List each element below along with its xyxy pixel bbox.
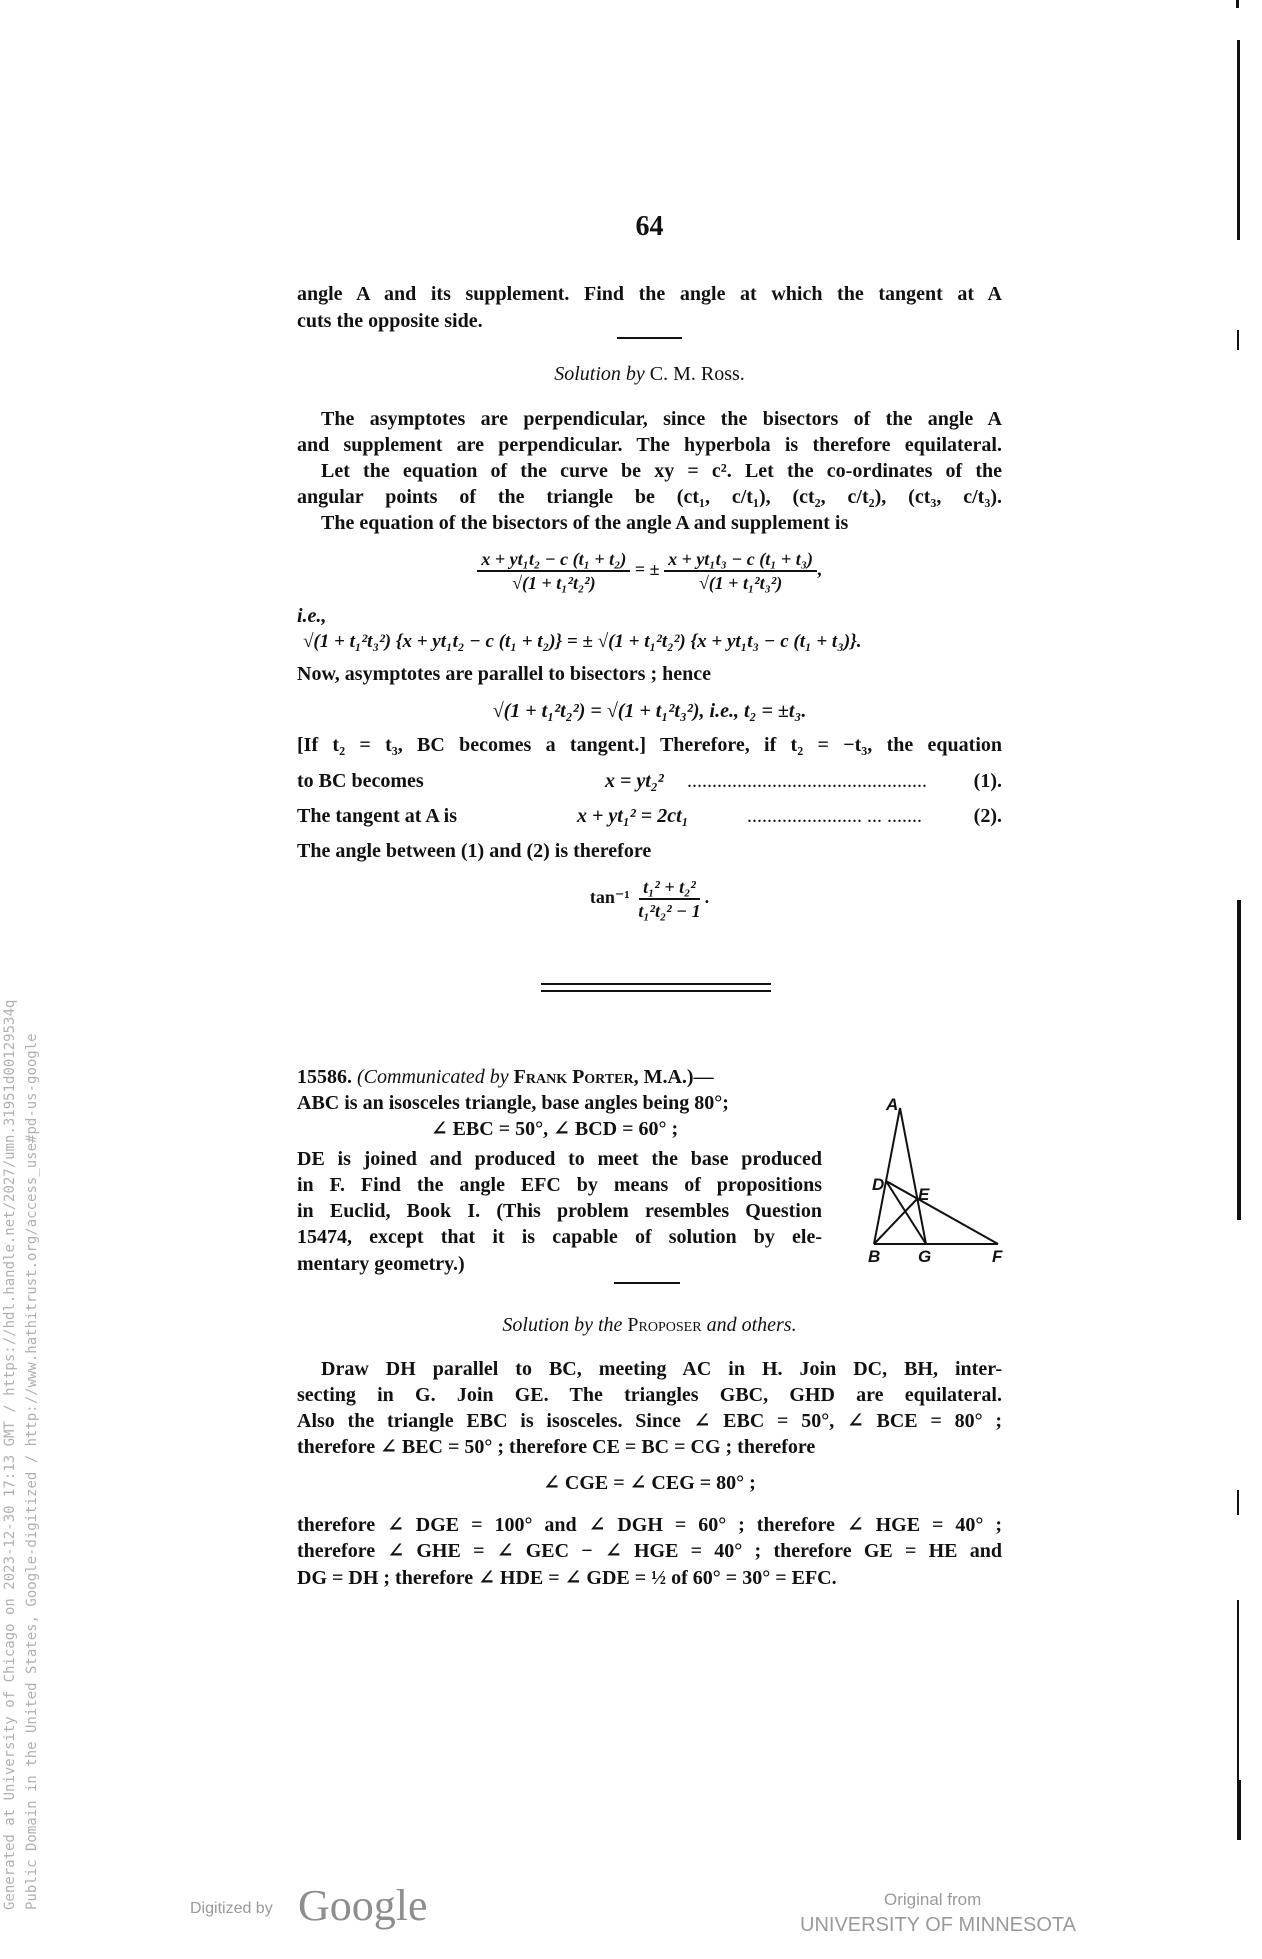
problem-line: in Euclid, Book I. (This problem resembles Question <box>297 1200 822 1222</box>
author-degree: M.A.)— <box>643 1066 714 1088</box>
problem-line: DE is joined and produced to meet the base produced <box>297 1148 822 1170</box>
intro-line: cuts the opposite side. <box>297 310 483 332</box>
paragraph-line: angular points of the triangle be (ct₁, c/t₁), (ct₂, c/t₂), (ct₃, c/t₃). <box>297 486 1002 508</box>
problem-line: in F. Find the angle EFC by means of propositions <box>297 1174 822 1196</box>
punctuation: . <box>704 887 710 908</box>
triangle-figure <box>850 1070 1010 1265</box>
digitized-by-label: Digitized by <box>190 1900 273 1917</box>
solution-heading-by: Solution by the <box>502 1314 623 1336</box>
google-logo: Google <box>298 1881 428 1930</box>
paragraph-line: therefore ∠ BEC = 50° ; therefore CE = BC = CG ; therefore <box>297 1436 816 1458</box>
paragraph-line: DG = DH ; therefore ∠ HDE = ∠ GDE = ½ of 60° = 30° = EFC. <box>297 1567 837 1589</box>
paragraph-line: secting in G. Join GE. The triangles GBC, GHD are equilateral. <box>297 1384 1002 1406</box>
institution-name: UNIVERSITY OF MINNESOTA <box>800 1914 1076 1936</box>
problem-number: 15586. <box>297 1066 352 1088</box>
equation-line: √(1 + t₁²t₃²) {x + yt₁t₂ − c (t₁ + t₂)} = ± √(1 + t₁²t₂²) {x + yt₁t₃ − c (t₁ + t₃)}. <box>303 631 862 652</box>
paragraph-line: Also the triangle EBC is isosceles. Since ∠ EBC = 50°, ∠ BCE = 80° ; <box>297 1410 1002 1432</box>
original-from-label: Original from <box>884 1890 982 1909</box>
equation-label: to BC becomes <box>297 770 424 792</box>
equation-operator: = ± <box>634 559 660 580</box>
watermark-line: Generated at University of Chicago on 2023-12-30 17:13 GMT / https://hdl.handle.net/2027/umn.31951d00129534q <box>2 999 18 1910</box>
paragraph-line: The equation of the bisectors of the angle A and supplement is <box>321 512 849 534</box>
equation: x + yt₁² = 2ct₁ <box>577 805 689 827</box>
label-d: D <box>872 1175 885 1194</box>
fraction <box>664 548 817 594</box>
section-rule <box>614 1282 680 1284</box>
equation-label: The tangent at A is <box>297 805 458 827</box>
dot-leader: ................................................ <box>687 770 927 792</box>
dot-leader: ....................... ... ....... <box>747 805 922 827</box>
scan-edge-mark <box>1237 1780 1241 1840</box>
fraction <box>634 876 704 922</box>
numerator: x + yt₁t₂ − c (t₁ + t₂) <box>477 548 630 572</box>
paragraph-line: therefore ∠ DGE = 100° and ∠ DGH = 60° ; therefore ∠ HGE = 40° ; <box>297 1514 1002 1536</box>
equation-row-2 <box>297 803 1002 829</box>
ie-label: i.e., <box>297 605 327 627</box>
fraction <box>477 548 630 594</box>
scan-edge-mark <box>1237 330 1239 350</box>
scan-edge-mark <box>1237 1490 1239 1515</box>
equation-row-1 <box>297 768 1002 794</box>
paragraph-line: Now, asymptotes are parallel to bisectors ; hence <box>297 663 712 685</box>
paragraph-line: [If t₂ = t₃, BC becomes a tangent.] Therefore, if t₂ = −t₃, the equation <box>297 734 1002 756</box>
communicated-by: (Communicated by <box>357 1066 509 1088</box>
punctuation: , <box>817 559 822 580</box>
problem-line: ∠ EBC = 50°, ∠ BCD = 60° ; <box>430 1118 679 1140</box>
problem-author: Frank Porter, <box>513 1066 639 1088</box>
denominator: √(1 + t₁²t₂²) <box>512 573 596 593</box>
numerator: t₁² + t₂² <box>639 876 700 900</box>
watermark-line: Public Domain in the United States, Google-digitized / http://www.hathitrust.org/access_use#pd-us-google <box>24 1033 40 1910</box>
equation-number: (2). <box>973 805 1002 827</box>
denominator: t₁²t₂² − 1 <box>638 901 701 921</box>
label-a: A <box>886 1095 899 1114</box>
solution-author: C. M. Ross. <box>649 363 745 385</box>
section-double-rule-bottom <box>541 990 771 992</box>
label-e: E <box>918 1185 930 1204</box>
paragraph-line: The angle between (1) and (2) is therefore <box>297 840 652 862</box>
result-equation <box>297 876 1002 922</box>
paragraph-line: Draw DH parallel to BC, meeting AC in H. Join DC, BH, inter- <box>321 1358 1002 1380</box>
problem-line: 15474, except that it is capable of solution by ele- <box>297 1226 822 1248</box>
solution-heading <box>297 361 1002 387</box>
section-double-rule-top <box>541 983 771 985</box>
solution-heading-others: and others. <box>706 1314 797 1336</box>
bisector-equation <box>297 548 1002 594</box>
label-g: G <box>918 1247 932 1265</box>
numerator: x + yt₁t₃ − c (t₁ + t₃) <box>664 548 817 572</box>
intro-line: angle A and its supplement. Find the angle at which the tangent at A <box>297 283 1002 305</box>
paragraph-line: therefore ∠ GHE = ∠ GEC − ∠ HGE = 40° ; therefore GE = HE and <box>297 1540 1002 1562</box>
solution-heading-by: Solution by <box>554 363 645 385</box>
equation: x = yt₂² <box>605 770 664 792</box>
problem-header <box>297 1064 812 1090</box>
label-f: F <box>992 1247 1003 1265</box>
scan-edge-mark <box>1237 40 1240 240</box>
problem-line: mentary geometry.) <box>297 1253 465 1275</box>
solution-heading <box>297 1312 1002 1338</box>
denominator: √(1 + t₁²t₃²) <box>698 573 783 593</box>
label-b: B <box>868 1247 881 1265</box>
paragraph-line: and supplement are perpendicular. The hyperbola is therefore equilateral. <box>297 434 1002 456</box>
equation-line: √(1 + t₁²t₂²) = √(1 + t₁²t₃²), i.e., t₂ = ±t₃. <box>492 700 807 722</box>
paragraph-line: Let the equation of the curve be xy = c². Let the co-ordinates of the <box>321 460 1002 482</box>
scan-edge-mark <box>1236 0 1239 8</box>
section-rule <box>617 337 682 339</box>
solution-author: Proposer <box>627 1314 702 1336</box>
scan-edge-mark <box>1237 900 1241 1220</box>
paragraph-line: The asymptotes are perpendicular, since the bisectors of the angle A <box>321 408 1002 430</box>
scan-edge-mark <box>1237 1600 1239 1780</box>
equation-number: (1). <box>973 770 1002 792</box>
equation-line: ∠ CGE = ∠ CEG = 80° ; <box>543 1472 756 1494</box>
problem-line: ABC is an isosceles triangle, base angles being 80°; <box>297 1092 729 1114</box>
page-number: 64 <box>635 211 664 242</box>
equation-prefix: tan⁻¹ <box>589 887 630 908</box>
